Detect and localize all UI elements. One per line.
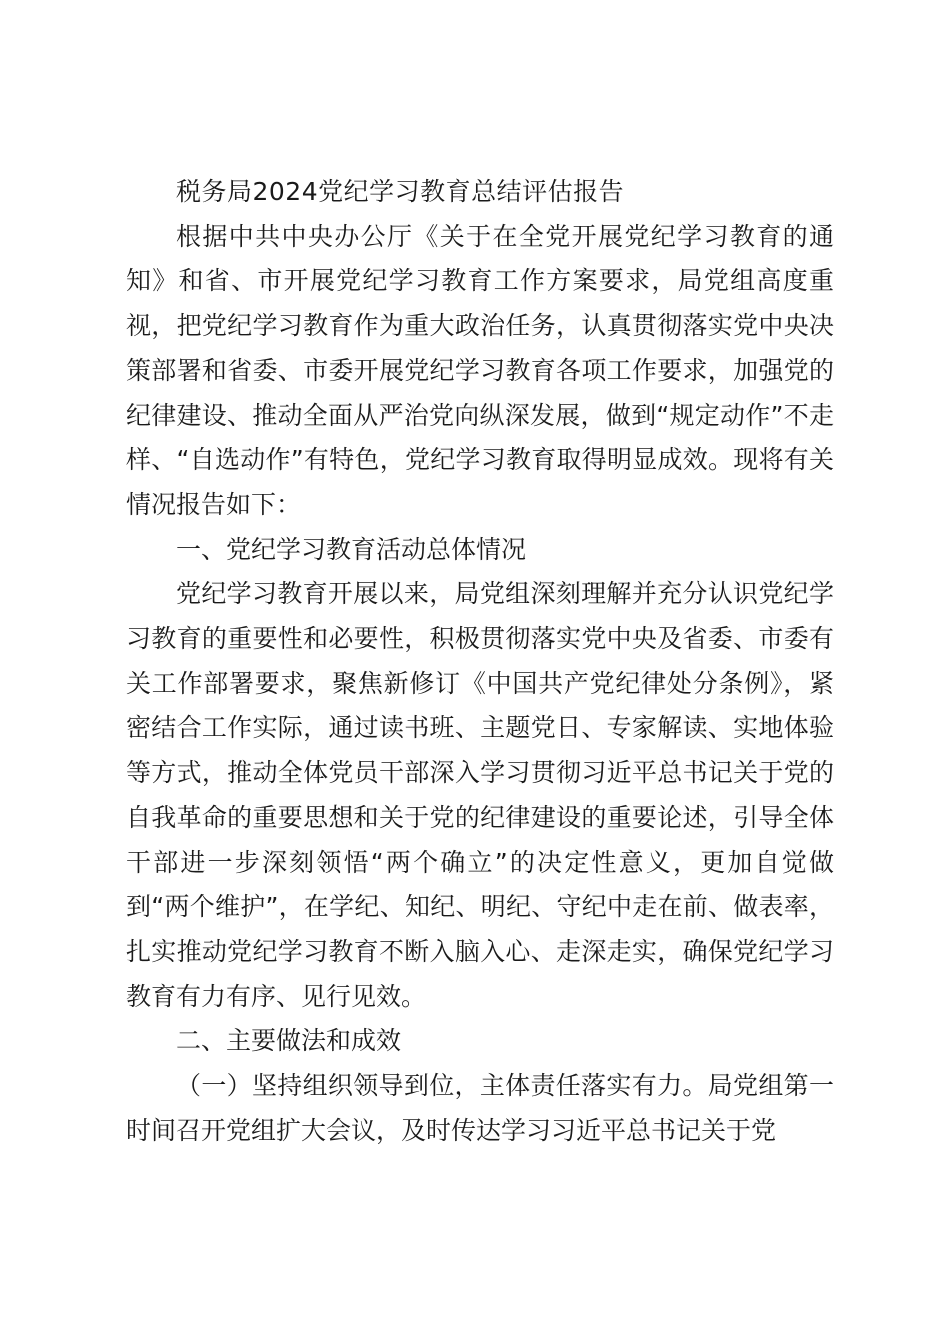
document-title: 税务局2024党纪学习教育总结评估报告 <box>176 177 625 206</box>
intro-paragraph: 根据中共中央办公厅《关于在全党开展党纪学习教育的通知》和省、市开展党纪学习教育工作方案要求，局党组高度重视，把党纪学习教育作为重大政治任务，认真贯彻落实党中央决策部署和省委、市委开展党纪学习教育各项工作要求，加强党的纪律建设、推动全面从严治党向纵深发展，做到“规定动作”不走样、“自选动作”有特色，党纪学习教育取得明显成效。现将有关情况报告如下： <box>126 221 834 519</box>
section-heading-2: 二、主要做法和成效 <box>176 1026 402 1056</box>
section-1-paragraph: 党纪学习教育开展以来，局党组深刻理解并充分认识党纪学习教育的重要性和必要性，积极贯彻落实党中央及省委、市委有关工作部署要求，聚焦新修订《中国共产党纪律处分条例》，紧密结合工作实际，通过读书班、主题党日、专家解读、实地体验等方式，推动全体党员干部深入学习贯彻习近平总书记关于党的自我革命的重要思想和关于党的纪律建设的重要论述，引导全体干部进一步深刻领悟“两个确立”的决定性意义，更加自觉做到“两个维护”，在学纪、知纪、明纪、守纪中走在前、做表率，扎实推动党纪学习教育不断入脑入心、走深走实，确保党纪学习教育有力有序、见行见效。 <box>126 579 834 1011</box>
section-2-paragraph: （一）坚持组织领导到位，主体责任落实有力。局党组第一时间召开党组扩大会议，及时传达学习习近平总书记关于党 <box>126 1071 834 1145</box>
section-heading-1: 一、党纪学习教育活动总体情况 <box>176 534 527 564</box>
document-body <box>126 170 834 1153</box>
